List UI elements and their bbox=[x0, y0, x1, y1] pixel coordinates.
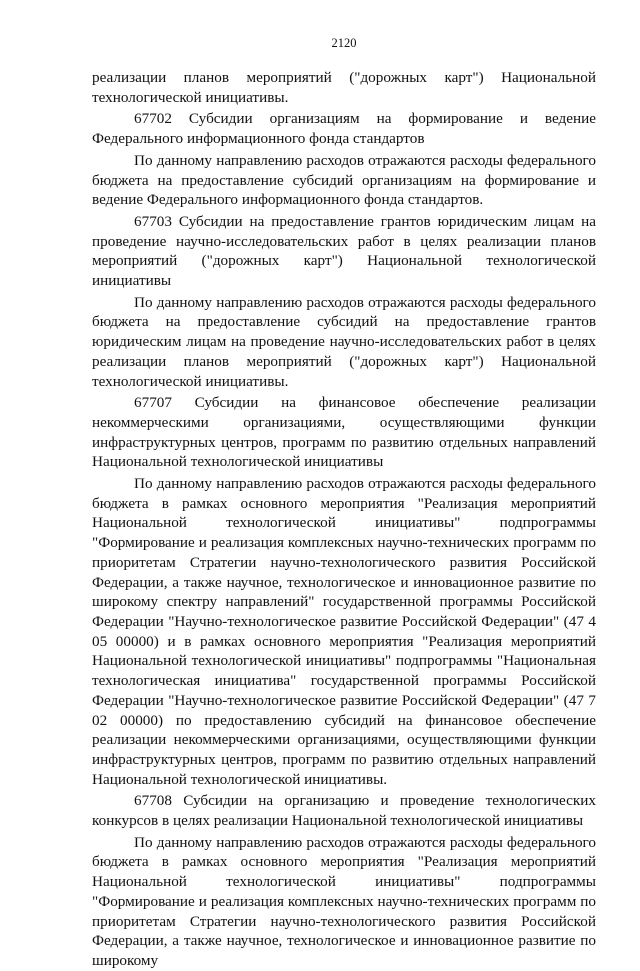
paragraph-67708-heading: 67708 Субсидии на организацию и проведение технологических конкурсов в целях реализации Национальной технологической инициативы bbox=[92, 792, 596, 830]
paragraph-67702-heading: 67702 Субсидии организациям на формирование и ведение Федерального информационного фонда стандартов bbox=[92, 110, 596, 148]
paragraph-67703-heading: 67703 Субсидии на предоставление грантов юридическим лицам на проведение научно-исследовательских работ в целях реализации планов мероприятий ("дорожных карт") Национальной технологической инициативы bbox=[92, 212, 596, 290]
paragraph-67703-body: По данному направлению расходов отражаются расходы федерального бюджета на предоставление субсидий на предоставление грантов юридическим лицам на проведение научно-исследовательских работ в целях реализации планов мероприятий ("дорожных карт") Национальной технологической инициативы. bbox=[92, 293, 596, 390]
page-number: 2120 bbox=[331, 36, 357, 50]
paragraph-67707-heading: 67707 Субсидии на финансовое обеспечение реализации некоммерческими организациями, осуществляющими функции инфраструктурных центров, программ по развитию отдельных направлений Национальной технологической инициативы bbox=[92, 394, 596, 471]
paragraph-67708-body: По данному направлению расходов отражаются расходы федерального бюджета в рамках основного мероприятия "Реализация мероприятий Национальной технологической инициативы" подпрограммы "Формирование и реализация комплексных научно-технических программ по приоритетам Стратегии научно-технологического развития Российской Федерации, а также научное, технологическое и инновационное развитие по широкому bbox=[92, 833, 596, 969]
paragraph-continuation: реализации планов мероприятий ("дорожных карт") Национальной технологической инициативы. bbox=[92, 69, 596, 106]
paragraph-67702-body: По данному направлению расходов отражаются расходы федерального бюджета на предоставление субсидий организациям на формирование и ведение Федерального информационного фонда стандартов. bbox=[92, 151, 596, 209]
paragraph-67707-body: По данному направлению расходов отражаются расходы федерального бюджета в рамках основного мероприятия "Реализация мероприятий Национальной технологической инициативы" подпрограммы "Формирование и реализация комплексных научно-технических программ по приоритетам Стратегии научно-технологического развития Российской Федерации, а также научное, технологическое и инновационное развитие по широкому спектру направлений" государственной программы Российской Федерации "Научно-технологическое развитие Российской Федерации" (47 4 05 00000) и в рамках основного мероприятия "Реализация мероприятий Национальной технологической инициативы" подпрограммы "Национальная технологическая инициатива" государственной программы Российской Федерации "Научно-технологическое развитие Российской Федерации" (47 7 02 00000) по предоставлению субсидий на финансовое обеспечение реализации некоммерческими организациями, осуществляющими функции инфраструктурных центров, программ по развитию отдельных направлений Национальной технологической инициативы. bbox=[92, 475, 596, 788]
